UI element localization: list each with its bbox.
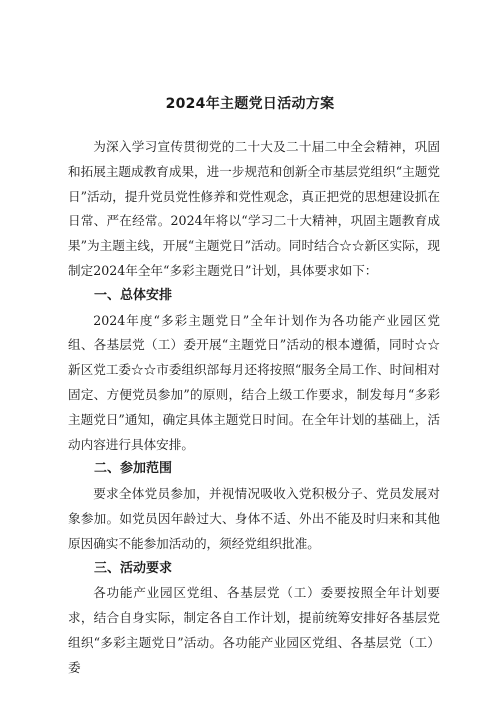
section-paragraph-activity-requirements: 各功能产业园区党组、各基层党（工）委要按照全年计划要求，结合自身实际，制定各自工作计划，提前统筹安排好各基层党组织“多彩主题党日”活动。各功能产业园区党组、各基层党（工）委 <box>68 585 440 675</box>
document-body <box>68 135 440 681</box>
document-title: 2024年主题党日活动方案 <box>165 96 335 112</box>
intro-paragraph: 为深入学习宣传贯彻党的二十大及二十届二中全会精神，巩固和拓展主题成教育成果，进一步规范和创新全市基层党组织“主题党日”活动，提升党员党性修养和党性观念，真正把党的思想建设抓在日常、严在经常。2024年将以“学习二十大精神，巩固主题教育成果”为主题主线，开展“主题党日”活动。同时结合☆☆新区实际，现制定2024年全年“多彩主题党日”计划，具体要求如下： <box>68 139 440 278</box>
section-paragraph-overall-arrangement: 2024年度“多彩主题党日”全年计划作为各功能产业园区党组、各基层党（工）委开展“主题党日”活动的根本遵循，同时☆☆新区党工委☆☆市委组织部每月还将按照“服务全局工作、时间相对固定、方便党员参加”的原则，结合上级工作要求，制发每月“多彩主题党日”通知，确定具体主题党日时间。在全年计划的基础上，活动内容进行具体安排。 <box>68 312 440 452</box>
section-heading-participation-scope: 二、参加范围 <box>94 461 173 477</box>
section-heading-activity-requirements: 三、活动要求 <box>94 560 173 576</box>
section-heading-overall-arrangement: 一、总体安排 <box>94 287 173 303</box>
section-paragraph-participation-scope: 要求全体党员参加，并视情况吸收入党积极分子、党员发展对象参加。如党员因年龄过大、身体不适、外出不能及时归来和其他原因确实不能参加活动的，须经党组织批准。 <box>68 486 440 551</box>
